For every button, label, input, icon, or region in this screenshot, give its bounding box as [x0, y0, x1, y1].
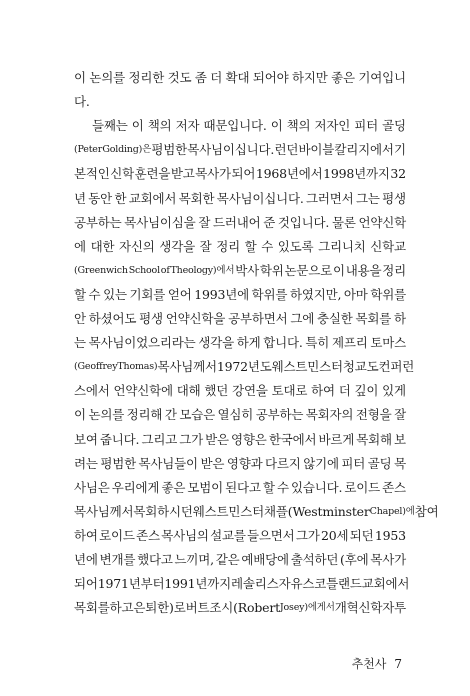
- text-line: 에 대한 자신의 생각을 잘 정리 할 수 있도록 그리니치 신학교: [74, 238, 406, 254]
- text-line: 할 수 있는 기회를 얻어 1993년에 학위를 하였지만, 아마 학위를: [74, 286, 406, 302]
- text-line: 목회를 하고 은퇴한) 로버트 조시(Robert Josey)에게서 개혁신학자 투: [74, 600, 407, 616]
- text-line: 사님은 우리에게 좋은 모범이 된다고 할 수 있습니다. 로이드 존스: [74, 479, 406, 495]
- text-line: 이 논의를 정리한 것도 좀 더 확대 되어야 하지만 좋은 기여입니: [74, 70, 406, 85]
- text-line: 되어 1971년부터 1991년까지 레솔리스 자유 스코틀랜드 교회에서: [74, 576, 410, 592]
- text-line: 안 하셨어도 평생 언약신학을 공부하면서 그에 충실한 목회를 하: [74, 311, 406, 326]
- text-line: 년 동안 한 교회에서 목회한 목사님이십니다. 그러면서 그는 평생: [74, 190, 406, 206]
- text-line: 들째는 이 책의 저자 때문입니다. 이 책의 저자인 피터 골딩: [92, 118, 406, 134]
- text-line: 하여 로이드 존스 목사님의 설교를 들으면서 그가 20세 되던 1953: [74, 527, 406, 543]
- text-line: 본적인 신학 훈련을 받고 목사가 되어 1968년에서 1998년까지 32: [74, 166, 406, 182]
- text-line: 다.: [74, 94, 90, 110]
- text-line: 목사님께서 목회하시던 웨스트민스터 채플(Westminster Chapel)에 참여: [74, 503, 439, 519]
- text-line: 이 논의를 정리해 간 모습은 열심히 공부하는 목회자의 전형을 잘: [74, 407, 406, 423]
- text-line: (Greenwich School of Theology)에서 박사 학위 논문으로 이 내용을 정리: [74, 262, 406, 278]
- text-line: 는 목사님이었으리라는 생각을 하게 합니다. 특히 제프리 토마스: [74, 335, 406, 351]
- footer-section-label: 추천사: [351, 657, 387, 671]
- text-line: 스에서 언약신학에 대해 했던 강연을 토대로 하여 더 깊이 있게: [74, 383, 406, 399]
- text-line: 려는 평범한 목사님들이 받은 영향과 다르지 않기에 피터 골딩 목: [74, 455, 406, 471]
- text-line: 공부하는 목사님이심을 잘 드러내어 준 것입니다. 물론 언약신학: [74, 214, 406, 230]
- text-line: (Geoffrey Thomas) 목사님께서 1972년도 웨스트민스터 청교도 컨퍼런: [74, 359, 415, 375]
- page-footer: [352, 654, 402, 674]
- page-number: 7: [394, 657, 402, 671]
- text-line: 보여 줍니다. 그리고 그가 받은 영향은 한국에서 바르게 목회해 보: [74, 431, 406, 447]
- text-line: 년에 변개를 했다고 느끼며, 같은 예배당에 출석하던 (후에 목사가: [74, 552, 406, 567]
- text-line: (Peter Golding)은 평범한 목사님이십니다. 런던 바이블 칼리지에서 기: [74, 142, 406, 158]
